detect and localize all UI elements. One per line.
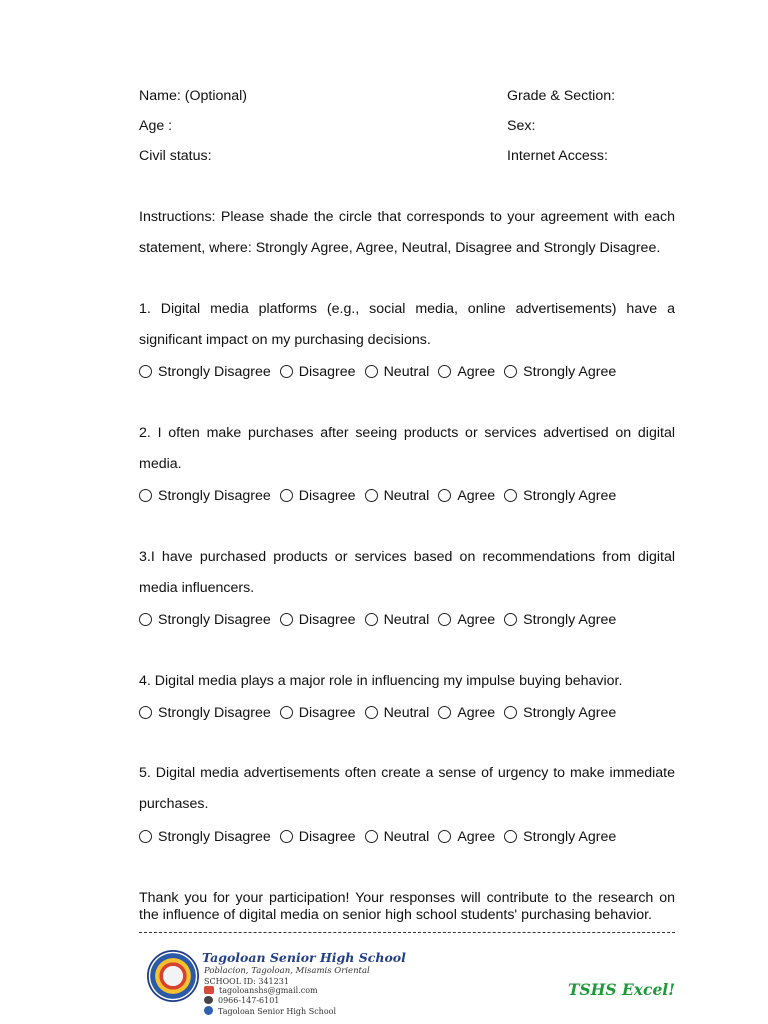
radio-circle-icon[interactable]: [280, 365, 293, 378]
option-label: Strongly Agree: [523, 705, 617, 722]
instructions: Instructions: Please shade the circle that corresponds to your agreement with each statement, where: Strongly Agree, Agree, Neutral, Disagree and Strongly Disagree.: [139, 209, 675, 256]
option-strongly-disagree[interactable]: [139, 363, 271, 381]
radio-circle-icon[interactable]: [438, 365, 451, 378]
question-1: 1. Digital media platforms (e.g., social media, online advertisements) have a significant impact on my purchasing decisions.: [139, 301, 675, 348]
option-strongly-agree[interactable]: [504, 828, 616, 846]
option-label: Strongly Disagree: [158, 612, 271, 629]
radio-circle-icon[interactable]: [365, 613, 378, 626]
option-disagree[interactable]: [280, 611, 356, 629]
options-q2: [139, 487, 699, 505]
phone-icon: [204, 996, 213, 1004]
thank-you-note: Thank you for your participation! Your responses will contribute to the research on the influence of digital media on senior high school students' purchasing behavior.: [139, 890, 675, 923]
option-strongly-disagree[interactable]: [139, 611, 271, 629]
option-disagree[interactable]: [280, 487, 356, 505]
option-strongly-agree[interactable]: [504, 704, 616, 722]
option-label: Strongly Agree: [523, 612, 617, 629]
radio-circle-icon[interactable]: [504, 365, 517, 378]
school-address: Poblacion, Tagoloan, Misamis Oriental: [204, 966, 370, 976]
option-label: Strongly Disagree: [158, 705, 271, 722]
radio-circle-icon[interactable]: [139, 365, 152, 378]
option-strongly-agree[interactable]: [504, 611, 616, 629]
radio-circle-icon[interactable]: [365, 706, 378, 719]
radio-circle-icon[interactable]: [139, 489, 152, 502]
option-label: Disagree: [298, 488, 356, 505]
option-agree[interactable]: [438, 828, 495, 846]
facebook-icon: [204, 1006, 213, 1015]
school-footer: [139, 944, 675, 1024]
school-seal-icon: [147, 950, 199, 1002]
question-3: 3.I have purchased products or services based on recommendations from digital media influencers.: [139, 549, 675, 596]
contact-email: [204, 986, 318, 995]
radio-circle-icon[interactable]: [504, 706, 517, 719]
option-label: Disagree: [298, 612, 356, 629]
school-motto: TSHS Excel!: [567, 980, 675, 999]
radio-circle-icon[interactable]: [504, 830, 517, 843]
option-label: Disagree: [298, 364, 356, 381]
option-agree[interactable]: [438, 363, 495, 381]
option-strongly-disagree[interactable]: [139, 704, 271, 722]
options-q1: [139, 363, 699, 381]
school-name: Tagoloan Senior High School: [202, 950, 406, 965]
radio-circle-icon[interactable]: [438, 830, 451, 843]
option-label: Disagree: [298, 705, 356, 722]
email-text: tagoloanshs@gmail.com: [219, 986, 318, 995]
age-label: Age :: [139, 118, 173, 134]
option-label: Neutral: [383, 488, 430, 505]
radio-circle-icon[interactable]: [504, 489, 517, 502]
option-strongly-disagree[interactable]: [139, 828, 271, 846]
option-disagree[interactable]: [280, 363, 356, 381]
radio-circle-icon[interactable]: [280, 830, 293, 843]
question-4: 4. Digital media plays a major role in influencing my impulse buying behavior.: [139, 673, 623, 689]
radio-circle-icon[interactable]: [280, 613, 293, 626]
contact-phone: [204, 996, 279, 1005]
options-q5: [139, 828, 699, 846]
facebook-text: Tagoloan Senior High School: [218, 1007, 337, 1016]
question-5: 5. Digital media advertisements often create a sense of urgency to make immediate purchases.: [139, 765, 675, 812]
contact-facebook: [204, 1006, 336, 1016]
option-label: Agree: [457, 488, 496, 505]
grade-section-label: Grade & Section:: [507, 88, 616, 104]
option-label: Strongly Agree: [523, 829, 617, 846]
radio-circle-icon[interactable]: [365, 830, 378, 843]
option-disagree[interactable]: [280, 704, 356, 722]
radio-circle-icon[interactable]: [139, 830, 152, 843]
option-agree[interactable]: [438, 487, 495, 505]
info-row-age: [139, 117, 675, 135]
radio-circle-icon[interactable]: [504, 613, 517, 626]
option-neutral[interactable]: [365, 611, 430, 629]
sex-label: Sex:: [507, 118, 536, 134]
option-label: Strongly Disagree: [158, 829, 271, 846]
option-label: Agree: [457, 829, 496, 846]
option-label: Agree: [457, 612, 496, 629]
radio-circle-icon[interactable]: [365, 365, 378, 378]
question-2: 2. I often make purchases after seeing products or services advertised on digital media.: [139, 425, 675, 472]
radio-circle-icon[interactable]: [438, 613, 451, 626]
footer-divider: [139, 932, 675, 933]
mail-icon: [204, 986, 214, 994]
radio-circle-icon[interactable]: [365, 489, 378, 502]
name-label: Name: (Optional): [139, 88, 248, 104]
info-row-civil: [139, 147, 675, 165]
option-label: Strongly Disagree: [158, 488, 271, 505]
info-row-name: [139, 87, 675, 105]
option-label: Disagree: [298, 829, 356, 846]
option-neutral[interactable]: [365, 828, 430, 846]
option-label: Neutral: [383, 705, 430, 722]
civil-status-label: Civil status:: [139, 148, 212, 164]
option-strongly-agree[interactable]: [504, 487, 616, 505]
radio-circle-icon[interactable]: [280, 706, 293, 719]
radio-circle-icon[interactable]: [139, 706, 152, 719]
options-q3: [139, 611, 699, 629]
radio-circle-icon[interactable]: [438, 706, 451, 719]
option-label: Strongly Agree: [523, 364, 617, 381]
option-agree[interactable]: [438, 611, 495, 629]
option-neutral[interactable]: [365, 363, 430, 381]
option-agree[interactable]: [438, 704, 495, 722]
option-label: Neutral: [383, 829, 430, 846]
school-id: SCHOOL ID: 341231: [204, 977, 289, 986]
option-disagree[interactable]: [280, 828, 356, 846]
options-q4: [139, 704, 699, 722]
option-label: Agree: [457, 705, 496, 722]
internet-access-label: Internet Access:: [507, 148, 608, 164]
option-strongly-agree[interactable]: [504, 363, 616, 381]
phone-text: 0966-147-6101: [218, 996, 280, 1005]
option-neutral[interactable]: [365, 487, 430, 505]
option-label: Neutral: [383, 612, 430, 629]
radio-circle-icon[interactable]: [280, 489, 293, 502]
option-label: Neutral: [383, 364, 430, 381]
option-label: Strongly Agree: [523, 488, 617, 505]
option-label: Strongly Disagree: [158, 364, 271, 381]
radio-circle-icon[interactable]: [438, 489, 451, 502]
option-label: Agree: [457, 364, 496, 381]
radio-circle-icon[interactable]: [139, 613, 152, 626]
option-neutral[interactable]: [365, 704, 430, 722]
option-strongly-disagree[interactable]: [139, 487, 271, 505]
